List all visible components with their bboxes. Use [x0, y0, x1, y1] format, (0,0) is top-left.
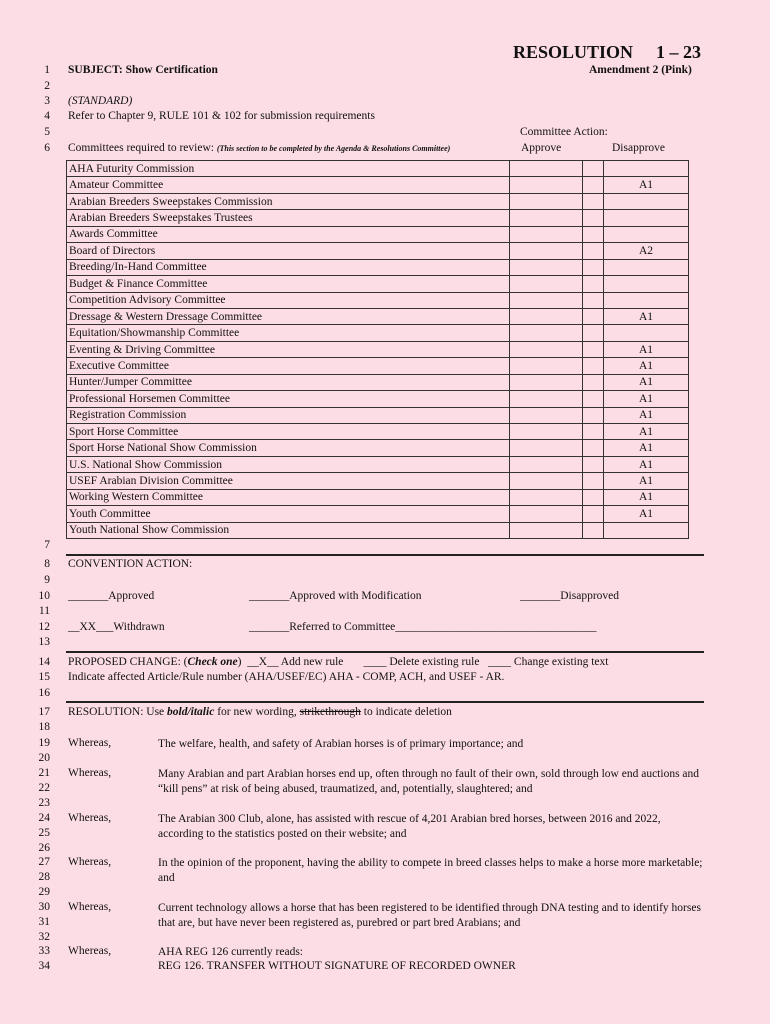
committees-label	[68, 142, 450, 154]
line-number: 1	[44, 64, 50, 76]
line-number: 2	[44, 80, 50, 92]
line-number: 4	[44, 110, 50, 122]
line-number: 28	[38, 871, 50, 883]
approve-cell-b[interactable]	[583, 391, 604, 407]
res-bold-italic: bold/italic	[167, 706, 215, 718]
whereas-label-2: Whereas,	[68, 767, 112, 779]
table-row	[67, 210, 689, 226]
convention-approved-mod[interactable]: _______Approved with Modification	[249, 590, 422, 602]
committee-name: Budget & Finance Committee	[67, 276, 510, 292]
line-number: 33	[38, 945, 50, 957]
approve-cell-b[interactable]	[583, 193, 604, 209]
committee-name: AHA Futurity Commission	[67, 161, 510, 177]
approve-cell-b[interactable]	[583, 243, 604, 259]
approve-cell-b[interactable]	[583, 456, 604, 472]
disapprove-cell[interactable]: A1	[604, 424, 689, 440]
line-number: 21	[38, 767, 50, 779]
disapprove-cell[interactable]: A1	[604, 506, 689, 522]
disapprove-cell[interactable]	[604, 292, 689, 308]
approve-cell[interactable]	[510, 456, 583, 472]
committee-name: Professional Horsemen Committee	[67, 391, 510, 407]
approve-cell-b[interactable]	[583, 506, 604, 522]
whereas-label-6: Whereas,	[68, 945, 112, 957]
approve-cell[interactable]	[510, 243, 583, 259]
line-number: 3	[44, 95, 50, 107]
table-row	[67, 177, 689, 193]
committee-name: Breeding/In-Hand Committee	[67, 259, 510, 275]
divider-resolution	[66, 701, 704, 703]
approve-cell-b[interactable]	[583, 407, 604, 423]
line-number: 26	[38, 842, 50, 854]
approve-cell-b[interactable]	[583, 292, 604, 308]
disapprove-cell[interactable]: A1	[604, 308, 689, 324]
committee-name: Working Western Committee	[67, 489, 510, 505]
divider-proposed	[66, 651, 704, 653]
line-number: 22	[38, 782, 50, 794]
committee-name: Sport Horse Committee	[67, 424, 510, 440]
whereas-text-3: The Arabian 300 Club, alone, has assisted with rescue of 4,201 Arabian bred horses, between 2016 and 2022, according to the statistics posted on their website; and	[158, 813, 661, 840]
disapprove-cell[interactable]: A1	[604, 407, 689, 423]
table-row	[67, 522, 689, 538]
approve-cell-b[interactable]	[583, 308, 604, 324]
committee-name: Awards Committee	[67, 226, 510, 242]
committees-label-text: Committees required to review:	[68, 142, 214, 154]
committee-name: Competition Advisory Committee	[67, 292, 510, 308]
table-row	[67, 276, 689, 292]
reg126-heading: REG 126. TRANSFER WITHOUT SIGNATURE OF RECORDED OWNER	[158, 960, 516, 972]
disapprove-cell[interactable]: A1	[604, 374, 689, 390]
approve-cell-b[interactable]	[583, 276, 604, 292]
line-number: 31	[38, 916, 50, 928]
approve-cell[interactable]	[510, 210, 583, 226]
committee-name: Arabian Breeders Sweepstakes Commission	[67, 193, 510, 209]
approve-cell[interactable]	[510, 473, 583, 489]
resolution-instructions	[68, 706, 452, 718]
approve-cell-b[interactable]	[583, 226, 604, 242]
res-prefix: RESOLUTION: Use	[68, 706, 168, 718]
table-row	[67, 226, 689, 242]
disapprove-cell[interactable]	[604, 522, 689, 538]
res-strike: strikethrough	[299, 706, 361, 718]
approve-cell[interactable]	[510, 522, 583, 538]
line-number: 17	[38, 706, 50, 718]
line-number: 11	[38, 605, 50, 617]
proposed-prefix: PROPOSED CHANGE: (	[68, 656, 188, 668]
disapprove-cell[interactable]	[604, 210, 689, 226]
table-row	[67, 456, 689, 472]
approve-cell[interactable]	[510, 276, 583, 292]
table-row	[67, 407, 689, 423]
line-number: 27	[38, 856, 50, 868]
approve-cell[interactable]	[510, 292, 583, 308]
line-number: 16	[38, 687, 50, 699]
table-row	[67, 259, 689, 275]
approve-cell-b[interactable]	[583, 440, 604, 456]
standard-label: (STANDARD)	[68, 95, 133, 107]
table-row	[67, 341, 689, 357]
line-number: 29	[38, 886, 50, 898]
approve-cell-b[interactable]	[583, 341, 604, 357]
table-row	[67, 391, 689, 407]
approve-cell[interactable]	[510, 391, 583, 407]
table-row	[67, 325, 689, 341]
divider-convention	[66, 554, 704, 556]
committee-name: Registration Commission	[67, 407, 510, 423]
table-row	[67, 292, 689, 308]
approve-cell[interactable]	[510, 177, 583, 193]
approve-cell-b[interactable]	[583, 210, 604, 226]
whereas-text-6: AHA REG 126 currently reads:	[158, 946, 303, 958]
approve-cell-b[interactable]	[583, 489, 604, 505]
subject-line: SUBJECT: Show Certification	[68, 64, 218, 76]
line-number: 8	[44, 558, 50, 570]
convention-disapproved[interactable]: _______Disapproved	[520, 590, 620, 602]
disapprove-cell[interactable]: A1	[604, 456, 689, 472]
approve-cell[interactable]	[510, 341, 583, 357]
disapprove-cell[interactable]	[604, 325, 689, 341]
line-number: 25	[38, 827, 50, 839]
approve-cell[interactable]	[510, 325, 583, 341]
approve-cell[interactable]	[510, 193, 583, 209]
line-number: 34	[38, 960, 50, 972]
convention-label: CONVENTION ACTION:	[68, 558, 193, 570]
committee-name: Sport Horse National Show Commission	[67, 440, 510, 456]
table-row	[67, 506, 689, 522]
approve-cell-b[interactable]	[583, 358, 604, 374]
disapprove-cell[interactable]: A2	[604, 243, 689, 259]
approve-cell[interactable]	[510, 358, 583, 374]
line-number: 10	[38, 590, 50, 602]
line-number: 7	[44, 539, 50, 551]
disapprove-cell[interactable]: A1	[604, 391, 689, 407]
disapprove-header: Disapprove	[612, 142, 666, 154]
committee-name: Executive Committee	[67, 358, 510, 374]
committee-name: Eventing & Driving Committee	[67, 341, 510, 357]
committee-name: Amateur Committee	[67, 177, 510, 193]
approve-cell[interactable]	[510, 226, 583, 242]
whereas-label-4: Whereas,	[68, 856, 112, 868]
committees-note: (This section to be completed by the Agenda & Resolutions Committee)	[216, 144, 451, 153]
committee-action-label: Committee Action:	[520, 126, 608, 138]
res-mid: for new wording,	[214, 706, 300, 718]
approve-cell[interactable]	[510, 374, 583, 390]
committee-name: Youth National Show Commission	[67, 522, 510, 538]
disapprove-cell[interactable]	[604, 161, 689, 177]
approve-cell[interactable]	[510, 489, 583, 505]
convention-withdrawn[interactable]: __XX___Withdrawn	[68, 621, 165, 633]
disapprove-cell[interactable]: A1	[604, 440, 689, 456]
amendment-label: Amendment 2 (Pink)	[589, 64, 692, 76]
committee-name: USEF Arabian Division Committee	[67, 473, 510, 489]
resolution-title: RESOLUTION	[513, 42, 634, 62]
line-number: 18	[38, 721, 50, 733]
approve-cell-b[interactable]	[583, 259, 604, 275]
proposed-check: Check one	[187, 656, 238, 668]
whereas-text-4: In the opinion of the proponent, having the ability to compete in breed classes helps to make a horse more marketable; and	[158, 857, 703, 884]
line-number: 6	[44, 142, 50, 154]
committee-name: Hunter/Jumper Committee	[67, 374, 510, 390]
committee-name: Youth Committee	[67, 506, 510, 522]
table-row	[67, 193, 689, 209]
line-number: 12	[38, 621, 50, 633]
affected-rule-line: Indicate affected Article/Rule number (AHA/USEF/EC) AHA - COMP, ACH, and USEF - AR.	[68, 671, 505, 683]
table-row	[67, 243, 689, 259]
line-number: 19	[38, 737, 50, 749]
approve-cell-b[interactable]	[583, 325, 604, 341]
approve-cell[interactable]	[510, 161, 583, 177]
table-row	[67, 161, 689, 177]
line-number: 13	[38, 636, 50, 648]
line-number: 23	[38, 797, 50, 809]
approve-cell-b[interactable]	[583, 522, 604, 538]
whereas-text-2: Many Arabian and part Arabian horses end up, often through no fault of their own, sold through low end auctions and “kill pens” at risk of being abused, traumatized, and, potentially, slaughtered; and	[158, 768, 700, 795]
convention-approved[interactable]: _______Approved	[68, 590, 155, 602]
refer-line: Refer to Chapter 9, RULE 101 & 102 for submission requirements	[68, 110, 375, 122]
proposed-change-line	[68, 656, 608, 668]
line-number: 20	[38, 752, 50, 764]
table-row	[67, 374, 689, 390]
line-number: 24	[38, 812, 50, 824]
disapprove-cell[interactable]: A1	[604, 489, 689, 505]
table-row	[67, 424, 689, 440]
table-row	[67, 473, 689, 489]
line-number: 9	[44, 574, 50, 586]
approve-header: Approve	[521, 142, 562, 154]
whereas-text-5: Current technology allows a horse that has been registered to be identified through DNA testing and to identify horses that are, but have never been registered as, purebred or part bred Arabians; and	[158, 902, 701, 929]
committee-name: Arabian Breeders Sweepstakes Trustees	[67, 210, 510, 226]
committee-name: Equitation/Showmanship Committee	[67, 325, 510, 341]
table-row	[67, 358, 689, 374]
whereas-label-5: Whereas,	[68, 901, 112, 913]
disapprove-cell[interactable]: A1	[604, 177, 689, 193]
approve-cell-b[interactable]	[583, 161, 604, 177]
approve-cell[interactable]	[510, 424, 583, 440]
line-number: 32	[38, 931, 50, 943]
disapprove-cell[interactable]: A1	[604, 341, 689, 357]
disapprove-cell[interactable]: A1	[604, 473, 689, 489]
whereas-label-3: Whereas,	[68, 812, 112, 824]
approve-cell[interactable]	[510, 259, 583, 275]
approve-cell[interactable]	[510, 407, 583, 423]
approve-cell[interactable]	[510, 440, 583, 456]
line-number: 14	[38, 656, 50, 668]
disapprove-cell[interactable]: A1	[604, 358, 689, 374]
committee-table	[66, 160, 689, 539]
approve-cell[interactable]	[510, 308, 583, 324]
disapprove-cell[interactable]	[604, 276, 689, 292]
approve-cell[interactable]	[510, 506, 583, 522]
table-row	[67, 308, 689, 324]
committee-name: Dressage & Western Dressage Committee	[67, 308, 510, 324]
disapprove-cell[interactable]	[604, 193, 689, 209]
whereas-text-1: The welfare, health, and safety of Arabian horses is of primary importance; and	[158, 738, 524, 750]
convention-referred[interactable]: _______Referred to Committee___________________________________	[249, 621, 597, 633]
line-number: 15	[38, 671, 50, 683]
approve-cell-b[interactable]	[583, 177, 604, 193]
line-number: 5	[44, 126, 50, 138]
resolution-number: 1 – 23	[656, 42, 701, 62]
committee-name: Board of Directors	[67, 243, 510, 259]
committee-name: U.S. National Show Commission	[67, 456, 510, 472]
disapprove-cell[interactable]	[604, 226, 689, 242]
whereas-label-1: Whereas,	[68, 737, 112, 749]
approve-cell-b[interactable]	[583, 473, 604, 489]
approve-cell-b[interactable]	[583, 424, 604, 440]
res-suffix: to indicate deletion	[360, 706, 452, 718]
approve-cell-b[interactable]	[583, 374, 604, 390]
line-number: 30	[38, 901, 50, 913]
proposed-rest: ) __X__ Add new rule ____ Delete existing rule ____ Change existing text	[237, 656, 609, 668]
table-row	[67, 489, 689, 505]
table-row	[67, 440, 689, 456]
disapprove-cell[interactable]	[604, 259, 689, 275]
